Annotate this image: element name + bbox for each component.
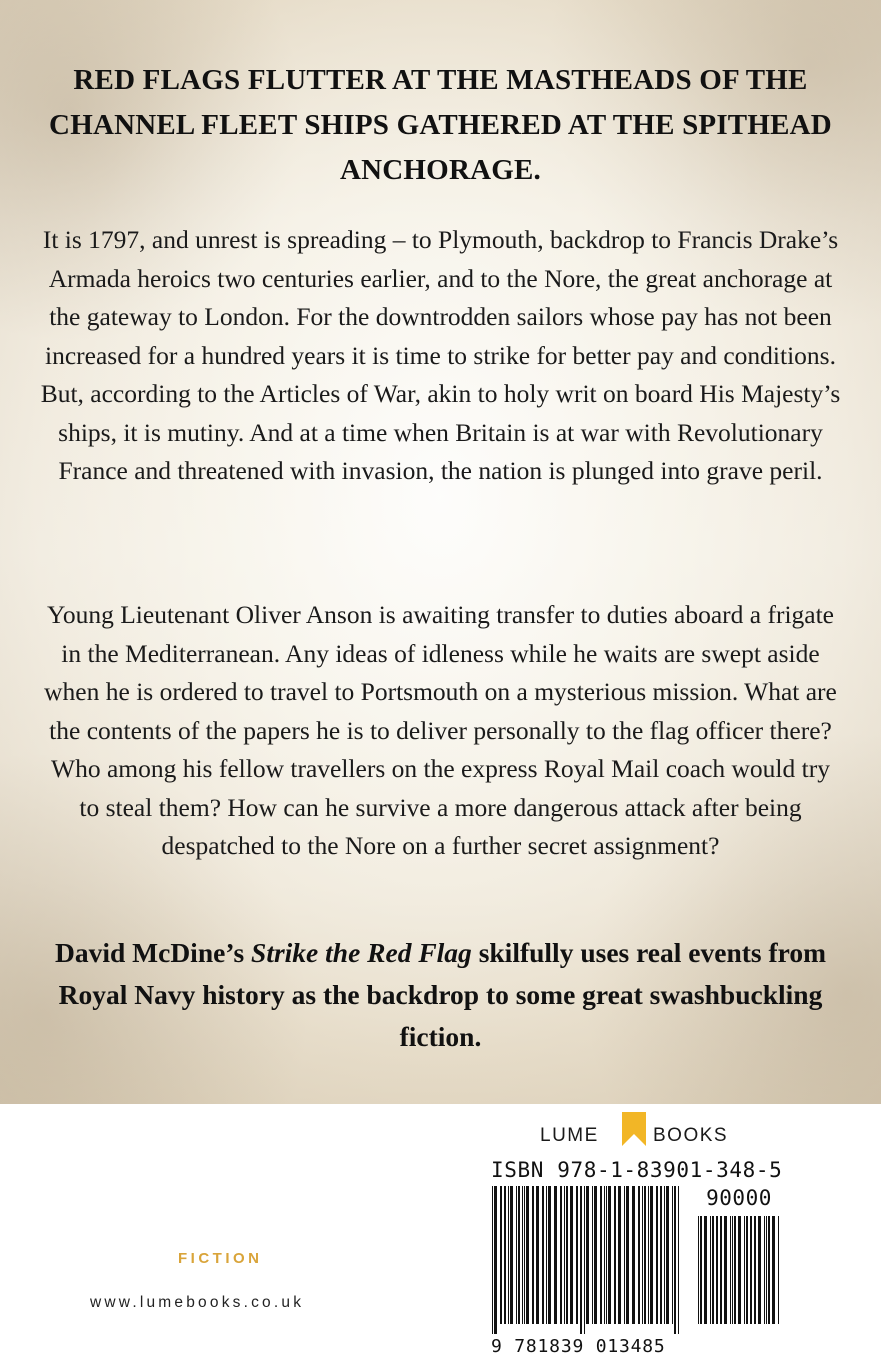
barcode-bar bbox=[548, 1186, 551, 1324]
barcode-bar bbox=[758, 1216, 761, 1324]
barcode-bar bbox=[720, 1216, 722, 1324]
barcode-bar bbox=[632, 1186, 635, 1324]
barcode-bar bbox=[592, 1186, 593, 1324]
barcode-bar bbox=[660, 1186, 662, 1324]
barcode-bar bbox=[764, 1216, 765, 1324]
barcode-bar bbox=[532, 1186, 534, 1324]
bookmark-flag-icon bbox=[622, 1112, 646, 1146]
publisher-logo-left: LUME bbox=[540, 1125, 599, 1146]
isbn-label: ISBN 978-1-83901-348-5 bbox=[491, 1158, 783, 1182]
barcode-bar bbox=[664, 1186, 665, 1324]
barcode-bar bbox=[526, 1186, 529, 1324]
barcode-bar bbox=[730, 1216, 731, 1324]
barcode-bar bbox=[494, 1186, 497, 1334]
barcode-bar bbox=[554, 1186, 557, 1324]
barcode-bar bbox=[600, 1186, 602, 1324]
barcode-bar bbox=[744, 1216, 745, 1324]
ean-digits: 9 781839 013485 bbox=[491, 1336, 666, 1357]
publisher-logo bbox=[540, 1112, 740, 1152]
barcode-bar bbox=[560, 1186, 562, 1324]
barcode-bar bbox=[570, 1186, 573, 1324]
barcode-bar bbox=[594, 1186, 597, 1324]
ean-barcode bbox=[491, 1186, 681, 1334]
barcode-bar bbox=[738, 1216, 741, 1324]
barcode-bar bbox=[650, 1186, 653, 1324]
barcode-bar bbox=[566, 1186, 568, 1324]
barcode-bar bbox=[732, 1216, 733, 1324]
barcode-bar bbox=[734, 1216, 736, 1324]
barcode-bar bbox=[644, 1186, 646, 1324]
barcode-bar bbox=[624, 1186, 625, 1324]
barcode-bar bbox=[586, 1186, 589, 1324]
barcode-bar bbox=[704, 1216, 707, 1324]
barcode-bar bbox=[576, 1186, 578, 1324]
barcode-bar bbox=[750, 1216, 752, 1324]
barcode-bar bbox=[546, 1186, 547, 1324]
barcode-bar bbox=[768, 1216, 770, 1324]
footer-strip bbox=[0, 1104, 881, 1360]
blurb-paragraph-1: It is 1797, and unrest is spreading – to Plymouth, backdrop to Francis Drake’s Armada heroics two centuries earlier, and to the Nore, the great anchorage at the gateway to London. For the downtrodden sailors whose pay has not been increased for a hundred years it is time to strike for better pay and conditions. But, according to the Articles of War, akin to holy writ on board His Majesty’s ships, it is mutiny. And at a time when Britain is at war with Revolutionary France and threatened with invasion, the nation is plunged into grave peril. bbox=[40, 225, 841, 485]
barcode-bar bbox=[614, 1186, 616, 1324]
barcode-bar bbox=[524, 1186, 525, 1324]
barcode-bar bbox=[606, 1186, 607, 1324]
barcode-bar bbox=[672, 1186, 673, 1324]
barcode-bar bbox=[618, 1186, 621, 1324]
barcode-bar bbox=[504, 1186, 506, 1324]
barcode-bar bbox=[522, 1186, 523, 1324]
barcode-bar bbox=[772, 1216, 775, 1324]
barcode-bar bbox=[580, 1186, 582, 1334]
barcode-bar bbox=[710, 1216, 711, 1324]
barcode-bar bbox=[700, 1216, 702, 1324]
tagline bbox=[40, 932, 841, 1058]
barcode-bar bbox=[626, 1186, 629, 1324]
barcode-bar bbox=[724, 1216, 727, 1324]
barcode-bar bbox=[608, 1186, 611, 1324]
barcode-bar bbox=[746, 1216, 748, 1324]
barcode-bar bbox=[778, 1216, 779, 1324]
addon-barcode bbox=[697, 1216, 781, 1334]
barcode-bar bbox=[510, 1186, 513, 1324]
tagline-book-title: Strike the Red Flag bbox=[251, 937, 472, 968]
barcode-bar bbox=[564, 1186, 565, 1324]
barcode-bar bbox=[666, 1186, 669, 1324]
barcode-bar bbox=[712, 1216, 714, 1324]
barcode-bar bbox=[674, 1186, 676, 1334]
barcode-bar bbox=[508, 1186, 509, 1324]
barcode-bar bbox=[656, 1186, 658, 1324]
genre-label: FICTION bbox=[178, 1250, 263, 1267]
barcode-bar bbox=[492, 1186, 493, 1334]
barcode-bar bbox=[642, 1186, 643, 1324]
publisher-logo-right: BOOKS bbox=[653, 1125, 729, 1146]
barcode-bar bbox=[518, 1186, 520, 1324]
blurb-paragraph-2: Young Lieutenant Oliver Anson is awaiting transfer to duties aboard a frigate in the Mediterranean. Any ideas of idleness while he waits are swept aside when he is ordered to travel to Portsmouth on a mysterious mission. What are the contents of the papers he is to deliver personally to the flag officer there? Who among his fellow travellers on the express Royal Mail coach would try to steal them? How can he survive a more dangerous attack after being despatched to the Nore on a further secret assignment? bbox=[44, 600, 837, 860]
tagline-before: David McDine’s bbox=[54, 937, 252, 968]
barcode-bar bbox=[516, 1186, 517, 1324]
price-code: 90000 bbox=[706, 1186, 772, 1210]
barcode-bar bbox=[698, 1216, 699, 1324]
barcode-bar bbox=[754, 1216, 756, 1324]
barcode bbox=[491, 1186, 793, 1360]
barcode-bar bbox=[648, 1186, 649, 1324]
barcode-bar bbox=[584, 1186, 585, 1334]
barcode-bar bbox=[604, 1186, 605, 1324]
barcode-bar bbox=[638, 1186, 640, 1324]
barcode-bar bbox=[542, 1186, 544, 1324]
barcode-bar bbox=[536, 1186, 539, 1324]
barcode-bar bbox=[766, 1216, 767, 1324]
headline: RED FLAGS FLUTTER AT THE MASTHEADS OF THE CHANNEL FLEET SHIPS GATHERED AT THE SPITHEAD ANCHORAGE. bbox=[49, 64, 832, 186]
barcode-bar bbox=[678, 1186, 679, 1334]
barcode-bar bbox=[500, 1186, 502, 1324]
tagline-after: skilfully uses real events from Royal Navy history as the backdrop to some great swashbuckling fiction. bbox=[58, 937, 826, 1052]
barcode-bar bbox=[716, 1216, 718, 1324]
publisher-website: www.lumebooks.co.uk bbox=[90, 1294, 305, 1311]
